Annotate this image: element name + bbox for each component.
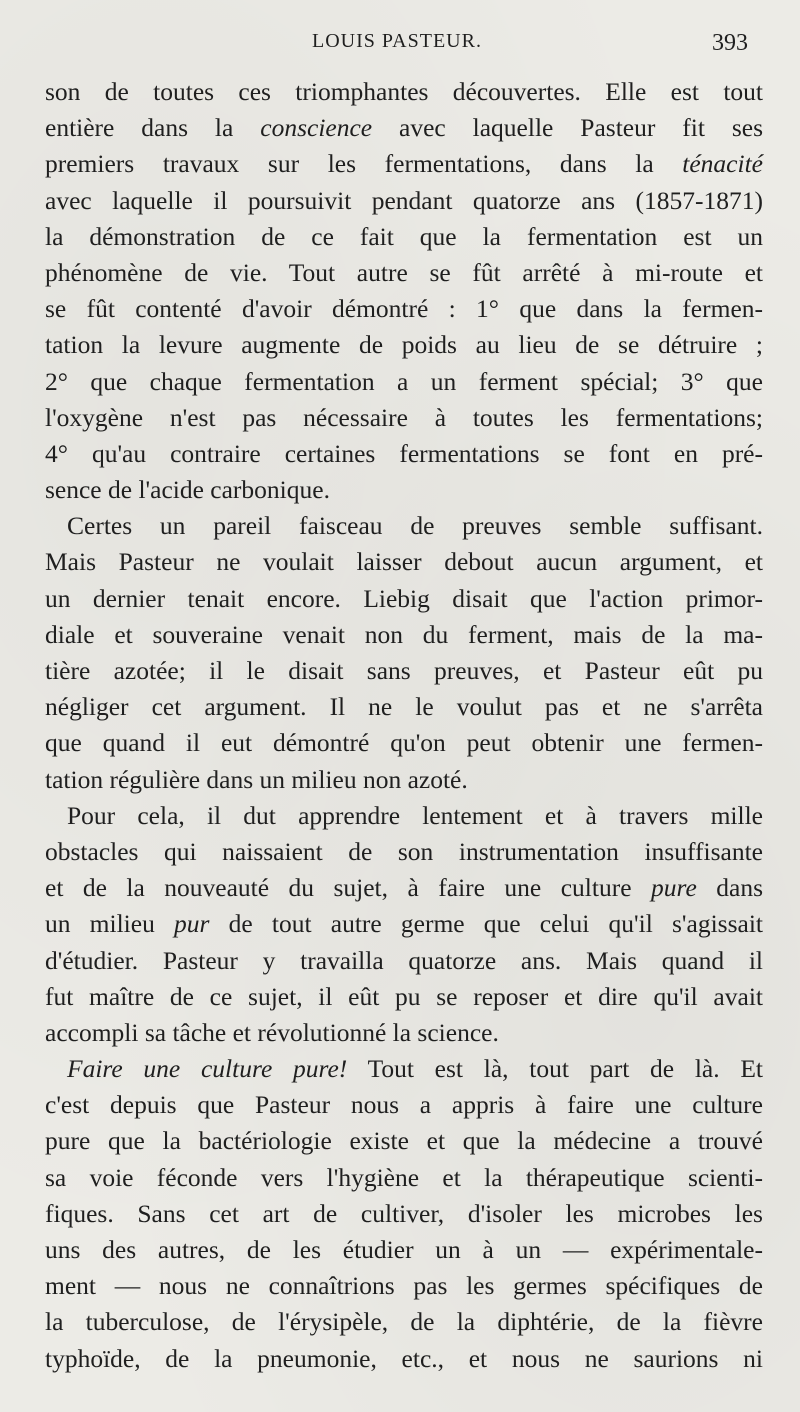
emphasis-faire-une-culture-pure: Faire une culture pure! (67, 1054, 348, 1084)
text-line: obstacles qui naissaient de son instrumentation insuffisante (45, 836, 763, 866)
text-line: que quand il eut démontré qu'on peut obtenir une fermen- (45, 728, 763, 758)
text-line: la démonstration de ce fait que la fermentation est un (45, 221, 763, 251)
text-line: se fût contenté d'avoir démontré : 1° que dans la fermen- (45, 294, 763, 324)
text-line: Mais Pasteur ne voulait laisser debout aucun argument, et (45, 547, 763, 577)
text-line: pure que la bactériologie existe et que la médecine a trouvé (45, 1126, 763, 1156)
text-line: uns des autres, de les étudier un à un — expérimentale- (45, 1235, 763, 1264)
paragraph-start: Pour cela, il dut apprendre lentement et à travers mille (67, 800, 763, 830)
text-line: premiers travaux sur les fermentations, dans la ténacité (45, 149, 763, 179)
page-header (0, 30, 800, 70)
emphasis-pur: pur (174, 909, 210, 939)
text-line: un milieu pur de tout autre germe que celui qu'il s'agissait (45, 909, 763, 939)
running-title: LOUIS PASTEUR. (312, 30, 482, 52)
text-line: et de la nouveauté du sujet, à faire une culture pure dans (45, 873, 763, 903)
text-line: entière dans la conscience avec laquelle Pasteur fit ses (45, 113, 764, 143)
text-line: tière azotée; il le disait sans preuves, et Pasteur eût pu (45, 656, 763, 685)
text-line: accompli sa tâche et révolutionné la science. (45, 1017, 499, 1047)
body-text (45, 74, 763, 1377)
page-number: 393 (712, 30, 748, 56)
text-line: fiques. Sans cet art de cultiver, d'isoler les microbes les (45, 1198, 763, 1228)
text-line: l'oxygène n'est pas nécessaire à toutes les fermentations; (45, 402, 763, 432)
text-line: 4° qu'au contraire certaines fermentations se font en pré- (45, 438, 763, 468)
text-line: fut maître de ce sujet, il eût pu se reposer et dire qu'il avait (45, 981, 763, 1011)
text-line: typhoïde, de la pneumonie, etc., et nous ne saurions ni (45, 1343, 763, 1373)
text-line: négliger cet argument. Il ne le voulut pas et ne s'arrêta (45, 692, 763, 722)
emphasis-pure: pure (650, 873, 697, 903)
text-line: d'étudier. Pasteur y travailla quatorze ans. Mais quand il (45, 945, 763, 975)
text-line: tation régulière dans un milieu non azoté. (45, 764, 468, 794)
text-line: tation la levure augmente de poids au lieu de se détruire ; (45, 330, 763, 360)
text-line: c'est depuis que Pasteur nous a appris à faire une culture (45, 1090, 763, 1120)
text-line: son de toutes ces triomphantes découvertes. Elle est tout (45, 77, 763, 106)
emphasis-tenacite: ténacité (682, 149, 763, 179)
text-line: ment — nous ne connaîtrions pas les germes spécifiques de (45, 1271, 763, 1301)
paragraph-start: Faire une culture pure! Tout est là, tout part de là. Et (67, 1054, 763, 1084)
text-line: diale et souveraine venait non du ferment, mais de la ma- (45, 619, 763, 649)
text-line: sence de l'acide carbonique. (45, 475, 330, 505)
text-line: un dernier tenait encore. Liebig disait que l'action primor- (45, 583, 763, 613)
emphasis-conscience: conscience (260, 113, 373, 143)
text-line: la tuberculose, de l'érysipèle, de la diphtérie, de la fièvre (45, 1307, 763, 1337)
text-line: sa voie féconde vers l'hygiène et la thérapeutique scienti- (45, 1162, 763, 1192)
text-line: phénomène de vie. Tout autre se fût arrêté à mi-route et (45, 257, 763, 287)
paragraph-start: Certes un pareil faisceau de preuves semble suffisant. (67, 511, 763, 541)
text-line: avec laquelle il poursuivit pendant quatorze ans (1857-1871) (45, 185, 763, 215)
text-line: 2° que chaque fermentation a un ferment spécial; 3° que (45, 366, 763, 396)
